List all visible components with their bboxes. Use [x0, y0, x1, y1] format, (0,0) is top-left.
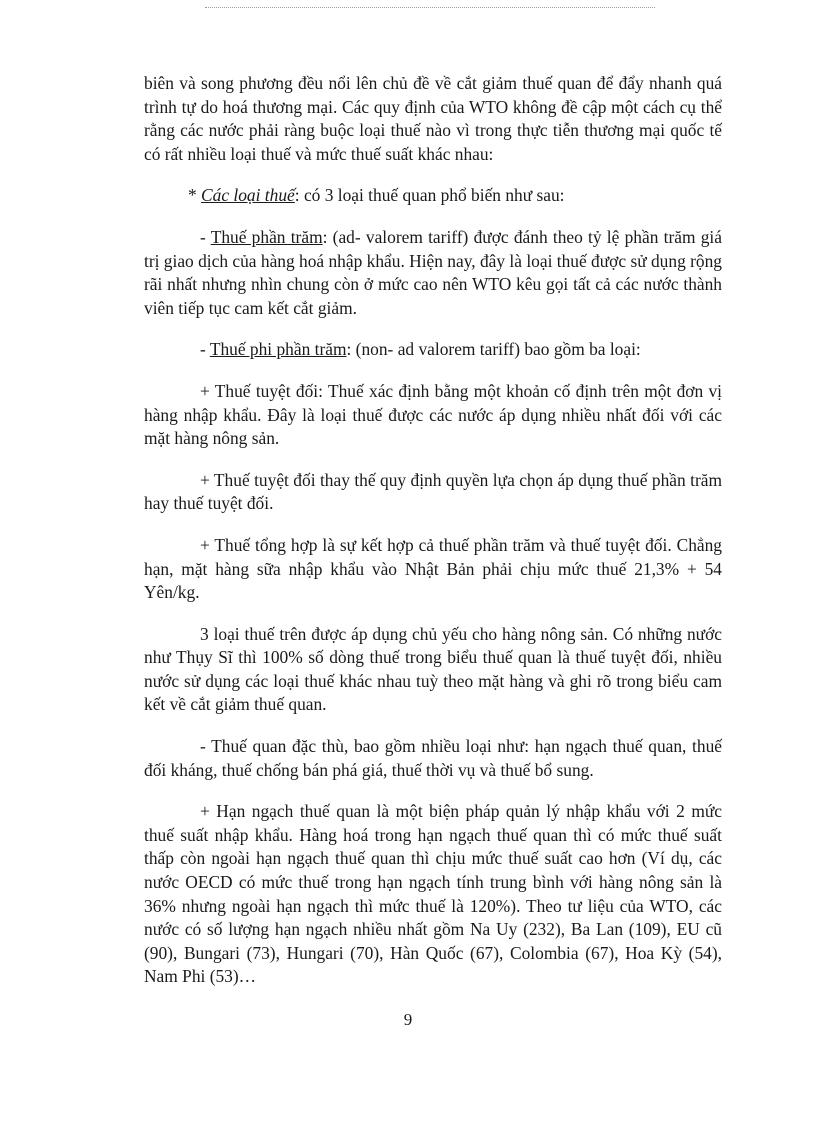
- term-non-ad-valorem: Thuế phi phần trăm: [209, 339, 347, 360]
- dash-marker: -: [200, 226, 211, 247]
- page-number: 9: [403, 1010, 413, 1029]
- paragraph-tariff-types: [144, 184, 722, 208]
- page-body: [144, 72, 722, 1007]
- paragraph-specific-tariff: + Thuế tuyệt đối: Thuế xác định bằng một khoản cố định trên một đơn vị hàng nhập khẩu. Đây là loại thuế được các nước áp dụng nhiều nhất đối với các mặt hàng nông sản.: [144, 380, 722, 449]
- term-ad-valorem: Thuế phần trăm: [210, 226, 323, 247]
- paragraph-tariff-quota: + Hạn ngạch thuế quan là một biện pháp quản lý nhập khẩu với 2 mức thuế suất nhập khẩu. Hàng hoá trong hạn ngạch thuế quan thì có mức thuế suất thấp còn ngoài hạn ngạch thuế quan thì chịu mức thuế suất cao hơn (Ví dụ, các nước OECD có mức thuế trong hạn ngạch tính trung bình với hàng nông sản là 36% nhưng ngoài hạn ngạch thì mức thuế là 120%). Theo tư liệu của WTO, các nước có số lượng hạn ngạch nhiều nhất gồm Na Uy (232), Ba Lan (109), EU cũ (90), Bungari (73), Hungari (70), Hàn Quốc (67), Colombia (67), Hoa Kỳ (54), Nam Phi (53)…: [144, 801, 722, 987]
- paragraph-intro: biên và song phương đều nổi lên chủ đề về cắt giảm thuế quan để đẩy nhanh quá trình tự do hoá thương mại. Các quy định của WTO không đề cập một cách cụ thể rằng các nước phải ràng buộc loại thuế nào vì trong thực tiễn thương mại quốc tế có rất nhiều loại thuế và mức thuế suất khác nhau:: [144, 73, 722, 164]
- paragraph-agricultural-note: 3 loại thuế trên được áp dụng chủ yếu cho hàng nông sản. Có những nước như Thụy Sĩ thì 100% số dòng thuế trong biểu thuế quan là thuế tuyệt đối, nhiều nước sử dụng các loại thuế khác nhau tuỳ theo mặt hàng và ghi rõ trong biểu cam kết về cắt giảm thuế quan.: [144, 623, 722, 715]
- paragraph-alternative-tariff: + Thuế tuyệt đối thay thế quy định quyền lựa chọn áp dụng thuế phần trăm hay thuế tuyệt đối.: [144, 469, 722, 514]
- term-tariff-types: Các loại thuế: [201, 185, 295, 206]
- dash-marker: -: [200, 339, 210, 360]
- header-rule: [205, 7, 655, 8]
- bullet-marker: *: [188, 185, 202, 206]
- paragraph-special-tariffs: - Thuế quan đặc thù, bao gồm nhiều loại như: hạn ngạch thuế quan, thuế đối kháng, thuế chống bán phá giá, thuế thời vụ và thuế bổ sung.: [144, 736, 722, 780]
- ad-valorem-text: : (ad- valorem tariff) được đánh theo tỷ lệ phần trăm giá trị giao dịch của hàng hoá nhập khẩu. Hiện nay, đây là loại thuế được sử dụng rộng rãi nhất nhưng nhìn chung còn ở mức cao nên WTO kêu gọi tất cả các nước thành viên tiếp tục cam kết cắt giảm.: [144, 226, 722, 318]
- non-ad-valorem-text: : (non- ad valorem tariff) bao gồm ba loại:: [346, 339, 641, 360]
- tariff-types-text: : có 3 loại thuế quan phổ biến như sau:: [294, 185, 565, 206]
- paragraph-ad-valorem: [144, 226, 722, 320]
- paragraph-compound-tariff: + Thuế tổng hợp là sự kết hợp cả thuế phần trăm và thuế tuyệt đối. Chẳng hạn, mặt hàng sữa nhập khẩu vào Nhật Bản phải chịu mức thuế 21,3% + 54 Yên/kg.: [144, 534, 722, 603]
- paragraph-non-ad-valorem: [144, 338, 722, 362]
